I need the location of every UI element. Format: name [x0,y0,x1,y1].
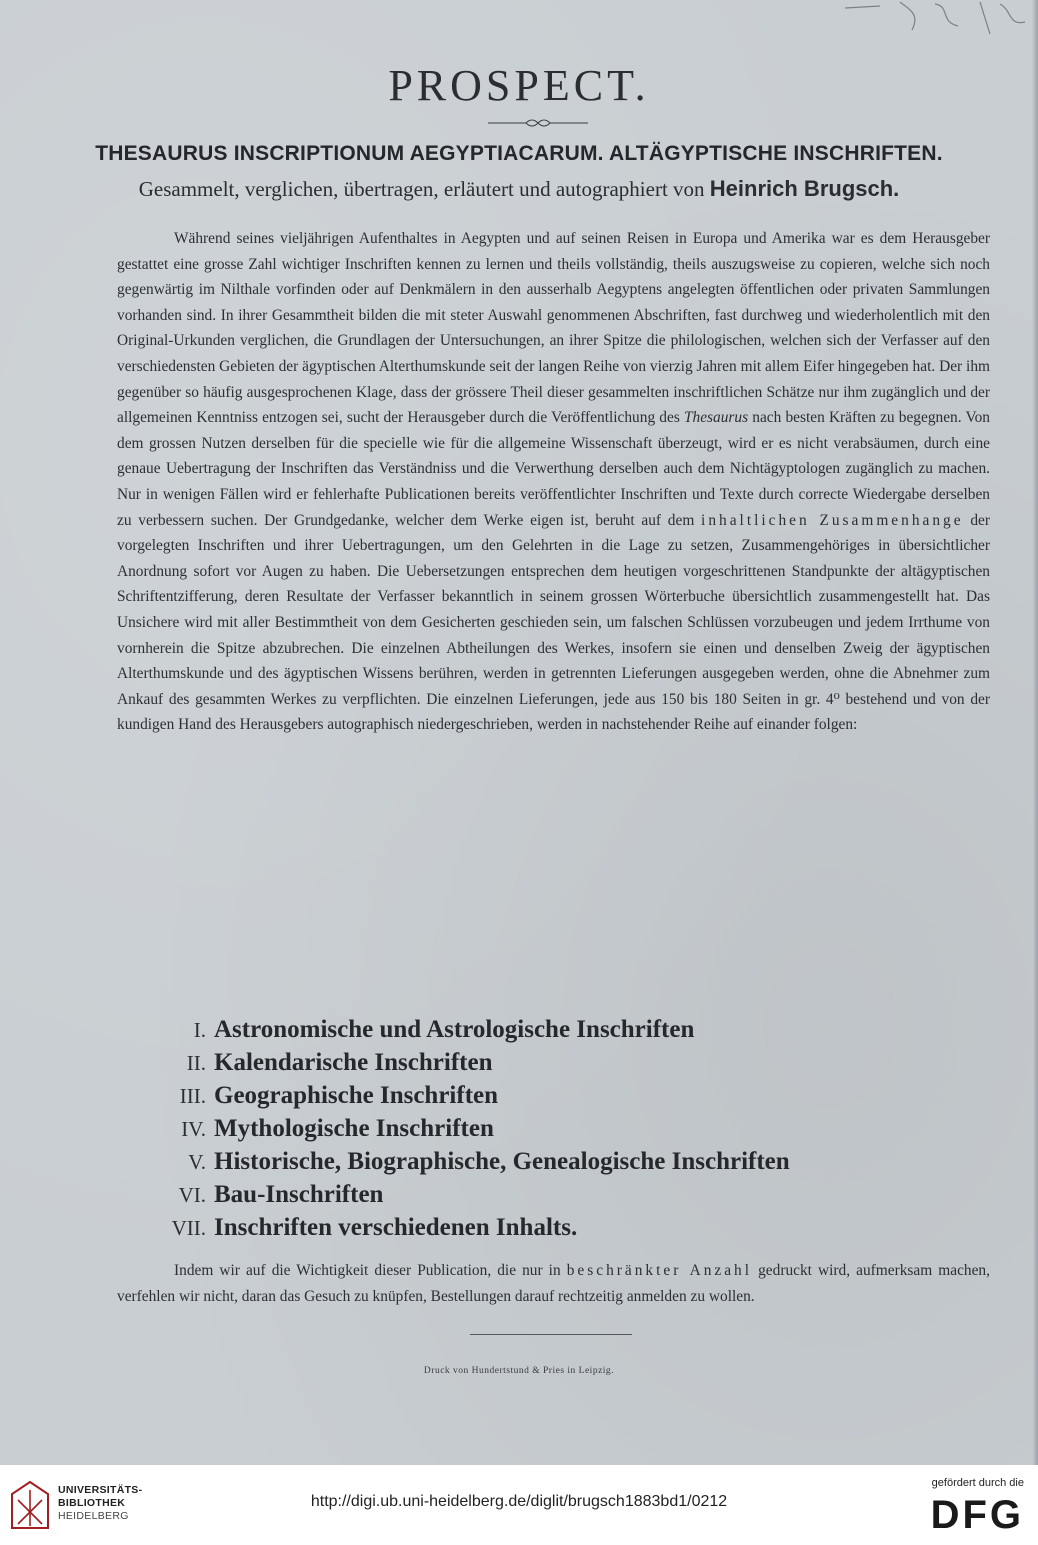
library-line-3: HEIDELBERG [58,1510,129,1522]
list-item-number: II. [186,1051,206,1075]
body-text-part2: nach besten Kräften zu begegnen. Von dem grossen Nutzen derselben für die specielle wie für die allgemeine Wissenschaft überzeugt, wird er es nicht verabsäumen, durch eine genaue Uebertragung der Inschriften das Verständniss und die Verwerthung derselben auch dem Nichtägyptologen zugänglich zu machen. Nur in wenigen Fällen wird er fehlerhafte Publicationen bereits veröffentlichter Inschriften und Texte durch correcte Wiedergabe derselben zu verbessern suchen. Der Grundgedanke, welcher dem Werke eigen ist, beruht auf dem [117,409,990,529]
dfg-logo: DFG [930,1493,1024,1537]
page-title: PROSPECT. [388,61,650,110]
list-item-label: Geographische Inschriften [214,1082,499,1109]
body-paragraph [117,226,990,738]
byline-prefix: Gesammelt, verglichen, übertragen, erläutert und autographiert von [138,177,710,201]
volume-list [110,1013,970,1244]
list-item [110,1079,970,1112]
printer-imprint: Druck von Hundertstund & Pries in Leipzig. [423,1366,615,1376]
permalink-url[interactable]: http://digi.ub.uni-heidelberg.de/diglit/brugsch1883bd1/0212 [310,1493,728,1510]
closing-divider [470,1334,632,1335]
library-line-2: BIBLIOTHEK [58,1497,126,1509]
body-text-italic: Thesaurus [683,409,749,427]
list-item-number: VII. [171,1216,206,1240]
closing-paragraph [117,1258,990,1309]
closing-text-part2: gedruckt wird, aufmerksam machen, verfehlen wir nicht, daran das Gesuch zu knüpfen, Bestellungen darauf rechtzeitig anmelden zu wollen. [117,1262,990,1305]
pencil-scribble-mark [840,0,1030,40]
body-text-part3: der vorgelegten Inschriften und ihrer Uebertragungen, um den Gelehrten in die Lage zu setzen, Zusammengehöriges in übersichtlicher Anordnung sofort vor Augen zu haben. Die Uebersetzungen entsprechen dem heutigen vorgeschrittenen Standpunkte der altägyptischen Schriftentzifferung, deren Resultate der Verfasser bekanntlich in seinem grossen Wörterbuche übersichtlich zusammengestellt hat. Das Unsichere wird mit aller Bestimmtheit von dem Gesicherten geschieden sein, um falschen Schlüssen vorzubeugen und jedem Irrthume von vornherein die Spitze abzubrechen. Die einzelnen Abtheilungen des Werkes, insofern sie einen und denselben Zweig der ägyptischen Alterthumskunde und des ägyptischen Wissens berühren, werden in getrennten Lieferungen ausgegeben werden, ohne die Abnehmer zum Ankauf des gesammten Werkes zu verpflichten. Die einzelnen Lieferungen, jede aus 150 bis 180 Seiten in gr. 4⁰ bestehend und von der kundigen Hand des Herausgebers autographisch niedergeschrieben, werden in nachstehender Reihe auf einander folgen: [117,511,990,734]
list-item [110,1112,970,1145]
list-item-label: Inschriften verschiedenen Inhalts. [214,1214,578,1241]
list-item-number: III. [179,1084,206,1108]
viewer-footer [0,1465,1038,1545]
library-line-1: UNIVERSITÄTS- [58,1484,143,1496]
list-item-number: I. [193,1018,206,1042]
work-subtitle: THESAURUS INSCRIPTIONUM AEGYPTIACARUM. ALTÄGYPTISCHE INSCHRIFTEN. [95,142,943,165]
byline [0,176,1038,202]
closing-text-spaced: beschränkter Anzahl [566,1262,753,1279]
list-item-label: Astronomische und Astrologische Inschriften [214,1016,695,1043]
list-item-number: VI. [178,1183,206,1207]
list-item-label: Bau-Inschriften [214,1181,384,1208]
list-item [110,1178,970,1211]
list-item-label: Kalendarische Inschriften [214,1049,493,1076]
list-item [110,1013,970,1046]
list-item-number: IV. [181,1117,206,1141]
list-item [110,1145,970,1178]
list-item-label: Mythologische Inschriften [214,1115,494,1142]
author-name: Heinrich Brugsch. [709,176,900,201]
closing-text-part1: Indem wir auf die Wichtigkeit dieser Publication, die nur in [174,1262,567,1279]
list-item [110,1211,970,1244]
list-item-label: Historische, Biographische, Genealogische Inschriften [214,1148,790,1175]
list-item [110,1046,970,1079]
title-ornament [488,118,588,128]
body-text-spaced: inhaltlichen Zusammenhange [701,511,964,529]
funding-caption: gefördert durch die [931,1477,1024,1489]
body-text-part1: Während seines vieljährigen Aufenthaltes in Aegypten und auf seinen Reisen in Europa und Amerika war es dem Herausgeber gestattet eine grosse Zahl wichtiger Inschriften kennen zu lernen und theils vollständig, theils auszugsweise zu copieren, welche sich noch gegenwärtig im Nilthale vorfinden oder auf Denkmälern in den ausserhalb Aegyptens angelegten öffentlichen oder privaten Sammlungen vorhanden sind. In ihrer Gesammtheit bilden die mit steter Auswahl genommenen Abschriften, fast durchweg und wiederholentlich mit den Original-Urkunden verglichen, die Grundlagen der Untersuchungen, an ihrer Spitze die philologischen, welchen sich der Verfasser auf den verschiedensten Gebieten der ägyptischen Alterthumskunde seit der langen Reihe von vierzig Jahren mit allem Eifer hingegeben hat. Der ihm gegenüber so häufig ausgesprochenen Klage, dass der grössere Theil dieser gesammelten inschriftlichen Schätze nur ihm zugänglich und der allgemeinen Kenntniss entzogen sei, sucht der Herausgeber durch die Veröffentlichung des [117,230,990,427]
list-item-number: V. [188,1150,206,1174]
page-edge-shadow [1032,0,1038,1465]
